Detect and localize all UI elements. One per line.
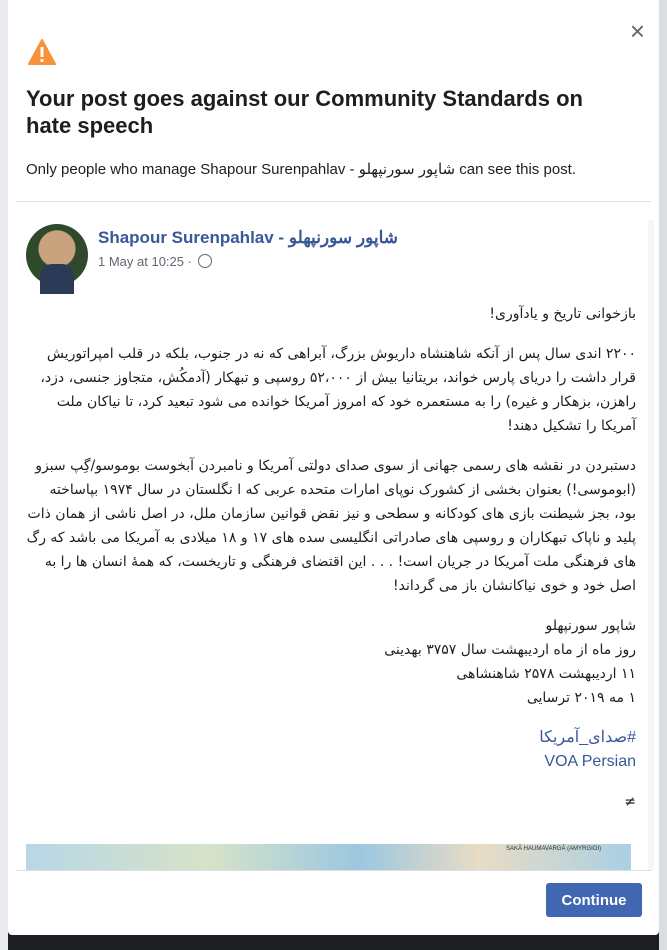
page-link[interactable]: VOA Persian xyxy=(544,753,636,770)
divider xyxy=(16,201,651,202)
map-label: SAKĀ HAUMAVARGĀ (AMYRGIOI) xyxy=(506,846,602,852)
dialog-subtitle: Only people who manage Shapour Surenpahlav - شاپور سورنپهلو can see this post. xyxy=(26,161,576,178)
signature-line: ۱ مه ۲۰۱۹ ترسایی xyxy=(526,690,636,706)
background-right xyxy=(659,0,667,950)
continue-button[interactable]: Continue xyxy=(546,883,642,917)
globe-icon xyxy=(198,254,212,268)
post-preview xyxy=(26,220,636,870)
background-left xyxy=(0,0,8,950)
warning-icon xyxy=(27,38,57,66)
post-paragraph: دستبردن در نقشه های رسمی جهانی از سوی صدای دولتی آمریکا و نامبردن آبخوست بوموسو/گِپ سبزو (ابوموسی!) بعنوان بخشی از کشورک نوپای امارات متحده عربی که ا نگلستان در سال ۱۹۷۴ بپاساخته بود، بجز شیطنت بازی های کودکانه و سطحی و نیز نقض قوانین سازمان ملل، در اصل ناشی از همان ذات پلید و ناپاک تبهکاران و روسپی های صادراتی انگلیسی سده های ۱۷ و ۱۸ میلادی به آمریکا می باشد که رگ های فرهنگی ملت آمریکا در جریان است! . . . این اقتضای فرهنگی و تاریخست، که همهٔ انسان ها را به اصل خود و خوی نیاکانشان باز می گرداند! xyxy=(26,458,636,594)
community-standards-dialog xyxy=(8,0,659,935)
close-icon[interactable]: × xyxy=(629,16,645,46)
post-paragraph: ۲۲۰۰ اندی سال پس از آنکه شاهنشاه داریوش بزرگ، آبراهی که نه در جنوب، بلکه در قلب امپراتوریش قرار داشت را دریای پارس خواند، بریتانیا بیش از ۵۲،۰۰۰ روسپی و تبهکار (آدمکُش، متجاوز جنسی، دزد، راهزن، بزهکار و غیره) را به مستعمره خود که امروز آمریکا خوانده می شود تبعید کرد، تا نیاکان ملت آمریکا را تشکیل دهند! xyxy=(40,346,636,434)
post-body xyxy=(26,302,636,814)
avatar[interactable] xyxy=(26,224,88,286)
signature-line: شاپور سورنپهلو xyxy=(545,618,636,634)
map-image[interactable] xyxy=(26,844,631,870)
signature-line: روز ماه از ماه اردیبهشت سال ۳۷۵۷ بهدینی xyxy=(384,642,636,658)
post-paragraph: بازخوانی تاریخ و یادآوری! xyxy=(489,306,636,322)
neq-symbol: ≠ xyxy=(624,794,636,810)
post-date[interactable]: 1 May at 10:25 · xyxy=(98,254,192,269)
dialog-title: Your post goes against our Community Standards on hate speech xyxy=(26,86,583,138)
signature-line: ۱۱ اردیبهشت ۲۵۷۸ شاهنشاهی xyxy=(456,666,636,682)
hashtag-link[interactable]: #صدای_آمریکا xyxy=(539,729,636,746)
scrollbar[interactable] xyxy=(648,220,654,870)
post-author[interactable]: Shapour Surenpahlav - شاپور سورنپهلو xyxy=(98,228,399,247)
post-meta xyxy=(98,254,212,269)
footer-divider xyxy=(16,870,651,871)
